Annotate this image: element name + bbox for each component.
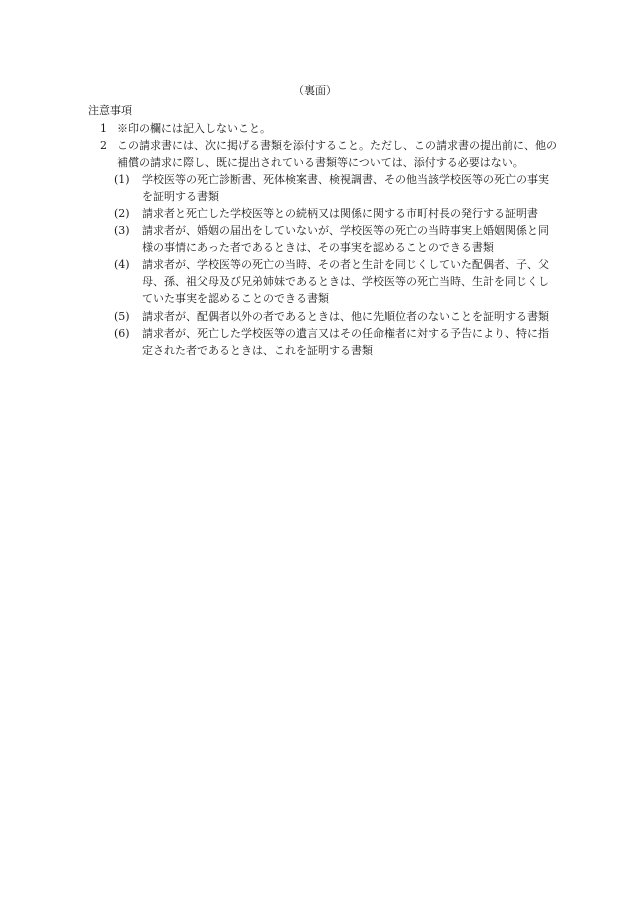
attachment-item (114, 205, 558, 222)
attachment-number: (5) (114, 309, 130, 323)
attachment-text: 請求者が、死亡した学校医等の遺言又はその任命権者に対する予告により、特に指定された者であるときは、これを証明する書類 (142, 326, 549, 357)
attachment-item (114, 325, 558, 359)
attachment-text: 請求者と死亡した学校医等との続柄又は関係に関する市町村長の発行する証明書 (142, 207, 538, 221)
note-number: 2 (100, 139, 107, 153)
attachment-number: (6) (114, 326, 130, 340)
attachment-item (114, 171, 558, 205)
attachment-text: 請求者が、婚姻の届出をしていないが、学校医等の死亡の当時事実上婚姻関係と同様の事情にあった者であるときは、その事実を認めることのできる書類 (142, 224, 549, 255)
attachment-text: 学校医等の死亡診断書、死体検案書、検視調書、その他当該学校医等の死亡の事実を証明する書類 (142, 173, 549, 204)
notes-heading: 注意事項 (88, 104, 132, 117)
note-text: この請求書には、次に掲げる書類を添付すること。ただし、この請求書の提出前に、他の補償の請求に際し、既に提出されている書類等については、添付する必要はない。 (117, 139, 557, 170)
attachment-item (114, 256, 558, 307)
attachment-number: (4) (114, 258, 130, 272)
page-side-label: （裏面） (293, 84, 337, 97)
attachment-text: 請求者が、学校医等の死亡の当時、その者と生計を同じくしていた配偶者、子、父母、孫、祖父母及び兄弟姉妹であるときは、学校医等の死亡当時、生計を同じくしていた事実を認めることのできる書類 (142, 258, 549, 306)
attachment-number: (3) (114, 224, 130, 238)
note-text: ※印の欄には記入しないこと。 (117, 122, 271, 135)
note-item (88, 137, 558, 359)
notes-list (88, 120, 558, 359)
attachment-number: (2) (114, 207, 130, 221)
attachment-number: (1) (114, 173, 130, 187)
attachment-item (114, 222, 558, 256)
attachment-item (114, 308, 558, 325)
note-item (88, 120, 558, 137)
attachment-text: 請求者が、配偶者以外の者であるときは、他に先順位者のないことを証明する書類 (142, 309, 549, 323)
note-number: 1 (100, 122, 107, 135)
attachment-list (88, 171, 558, 359)
